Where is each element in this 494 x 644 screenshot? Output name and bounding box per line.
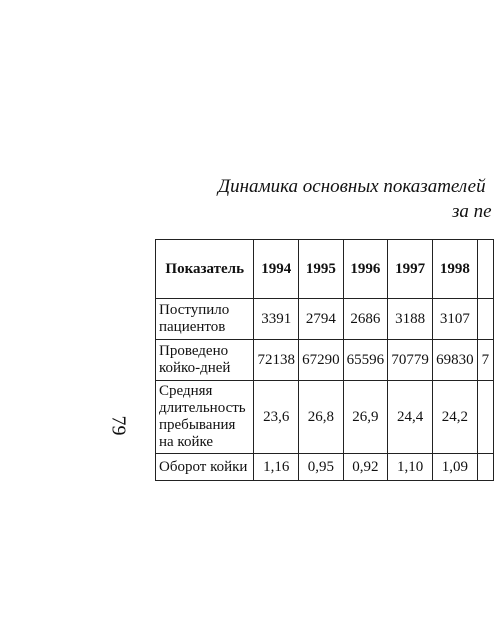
- header-cell-year: 1997: [388, 240, 433, 299]
- header-cell-year: 1994: [254, 240, 299, 299]
- table-cell: 24,2: [433, 381, 478, 454]
- table-cell: 3188: [388, 299, 433, 340]
- table-cell: 0,92: [343, 454, 388, 481]
- table-row: [156, 454, 494, 481]
- table-cell: 72138: [254, 340, 299, 381]
- table-cell: 69830: [433, 340, 478, 381]
- table-cell: 3391: [254, 299, 299, 340]
- row-label: Средняя длительность пребывания на койке: [156, 381, 254, 454]
- header-cell-indicator: Показатель: [156, 240, 254, 299]
- table-cell: 1,09: [433, 454, 478, 481]
- table-cell: 0,95: [299, 454, 344, 481]
- header-cell-cut-off: [477, 240, 493, 299]
- table-cell: [477, 299, 493, 340]
- header-cell-year: 1995: [299, 240, 344, 299]
- table-cell: 67290: [299, 340, 344, 381]
- row-label: Поступило пациентов: [156, 299, 254, 340]
- table-caption-line1: Динамика основных показателей: [218, 176, 486, 197]
- table-cell: 2794: [299, 299, 344, 340]
- page-number: 79: [107, 415, 130, 436]
- table-cell: 26,8: [299, 381, 344, 454]
- indicators-table: [155, 239, 494, 481]
- table-cell: 1,16: [254, 454, 299, 481]
- table-header-row: [156, 240, 494, 299]
- table-cell: [477, 381, 493, 454]
- table-row: [156, 340, 494, 381]
- table-cell: 70779: [388, 340, 433, 381]
- row-label: Оборот койки: [156, 454, 254, 481]
- header-cell-year: 1996: [343, 240, 388, 299]
- header-cell-year: 1998: [433, 240, 478, 299]
- table-cell: 24,4: [388, 381, 433, 454]
- table-row: [156, 299, 494, 340]
- table-cell: 7: [477, 340, 493, 381]
- row-label: Проведено койко-дней: [156, 340, 254, 381]
- table-cell: 3107: [433, 299, 478, 340]
- table-cell: 26,9: [343, 381, 388, 454]
- table-cell: 23,6: [254, 381, 299, 454]
- table-caption-line2: за пе: [452, 201, 492, 222]
- table-cell: [477, 454, 493, 481]
- table-cell: 65596: [343, 340, 388, 381]
- table-row: [156, 381, 494, 454]
- table-cell: 1,10: [388, 454, 433, 481]
- table-cell: 2686: [343, 299, 388, 340]
